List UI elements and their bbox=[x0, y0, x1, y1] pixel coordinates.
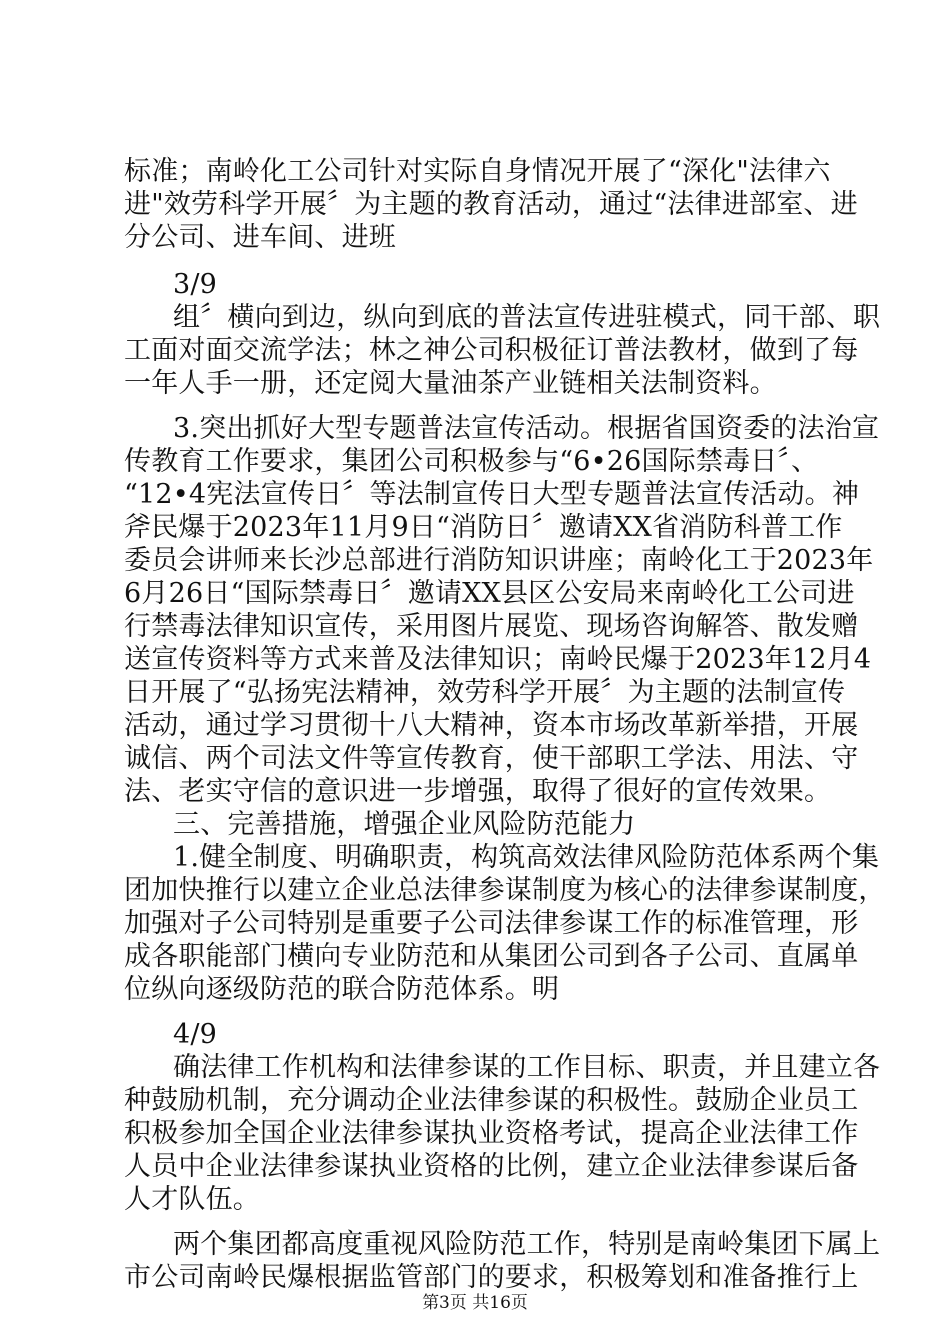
text-line: 斧民爆于2023年11月9日“消防日〞邀请XX省消防科普工作 bbox=[124, 512, 843, 543]
text-line: 日开展了“弘扬宪法精神，效劳科学开展〞为主题的法制宣传 bbox=[124, 677, 846, 708]
text-line: 种鼓励机制，充分调动企业法律参谋的积极性。鼓励企业员工 bbox=[124, 1085, 859, 1116]
text-line: 积极参加全国企业法律参谋执业资格考试，提高企业法律工作 bbox=[124, 1118, 859, 1149]
text-line: 人员中企业法律参谋执业资格的比例，建立企业法律参谋后备 bbox=[124, 1151, 859, 1182]
text-line: 位纵向逐级防范的联合防范体系。明 bbox=[124, 974, 560, 1005]
text-line: 团加快推行以建立企业总法律参谋制度为核心的法律参谋制度， bbox=[124, 875, 886, 906]
text-line: 传教育工作要求，集团公司积极参与“6•26国际禁毒日〞、 bbox=[124, 446, 819, 477]
page-marker: 3/9 bbox=[173, 269, 218, 300]
text-line: 工面对面交流学法；林之神公司积极征订普法教材，做到了每 bbox=[124, 335, 859, 366]
text-line: 分公司、进车间、进班 bbox=[124, 222, 396, 253]
text-line: “12•4宪法宣传日〞等法制宣传日大型专题普法宣传活动。神 bbox=[124, 479, 860, 510]
page-footer: 第3页 共16页 bbox=[422, 1293, 528, 1313]
text-line: 行禁毒法律知识宣传，采用图片展览、现场咨询解答、散发赠 bbox=[124, 611, 859, 642]
text-line: 加强对子公司特别是重要子公司法律参谋工作的标准管理，形 bbox=[124, 908, 859, 939]
text-line: 委员会讲师来长沙总部进行消防知识讲座；南岭化工于2023年 bbox=[124, 545, 874, 576]
text-line: 进"效劳科学开展〞为主题的教育活动，通过“法律进部室、进 bbox=[124, 189, 858, 220]
text-line: 3.突出抓好大型专题普法宣传活动。根据省国资委的法治宣 bbox=[173, 413, 880, 444]
text-line: 活动，通过学习贯彻十八大精神，资本市场改革新举措，开展 bbox=[124, 710, 859, 741]
text-line: 确法律工作机构和法律参谋的工作目标、职责，并且建立各 bbox=[173, 1052, 881, 1083]
text-line: 标准；南岭化工公司针对实际自身情况开展了“深化"法律六 bbox=[124, 156, 831, 187]
text-line: 组〞横向到边，纵向到底的普法宣传进驻模式，同干部、职 bbox=[173, 302, 881, 333]
text-line: 市公司南岭民爆根据监管部门的要求，积极筹划和准备推行上 bbox=[124, 1262, 859, 1293]
text-line: 成各职能部门横向专业防范和从集团公司到各子公司、直属单 bbox=[124, 941, 859, 972]
text-line: 人才队伍。 bbox=[124, 1184, 260, 1215]
text-line: 法、老实守信的意识进一步增强，取得了很好的宣传效果。 bbox=[124, 776, 832, 807]
text-line: 1.健全制度、明确职责，构筑高效法律风险防范体系两个集 bbox=[173, 842, 880, 873]
section-heading: 三、完善措施，增强企业风险防范能力 bbox=[173, 809, 636, 840]
page-marker: 4/9 bbox=[173, 1019, 218, 1050]
text-line: 诚信、两个司法文件等宣传教育，使干部职工学法、用法、守 bbox=[124, 743, 859, 774]
text-line: 6月26日“国际禁毒日〞邀请XX县区公安局来南岭化工公司进 bbox=[124, 578, 855, 609]
text-line: 两个集团都高度重视风险防范工作，特别是南岭集团下属上 bbox=[173, 1229, 881, 1260]
text-line: 送宣传资料等方式来普及法律知识；南岭民爆于2023年12月4 bbox=[124, 644, 872, 675]
text-line: 一年人手一册，还定阅大量油茶产业链相关法制资料。 bbox=[124, 368, 777, 399]
